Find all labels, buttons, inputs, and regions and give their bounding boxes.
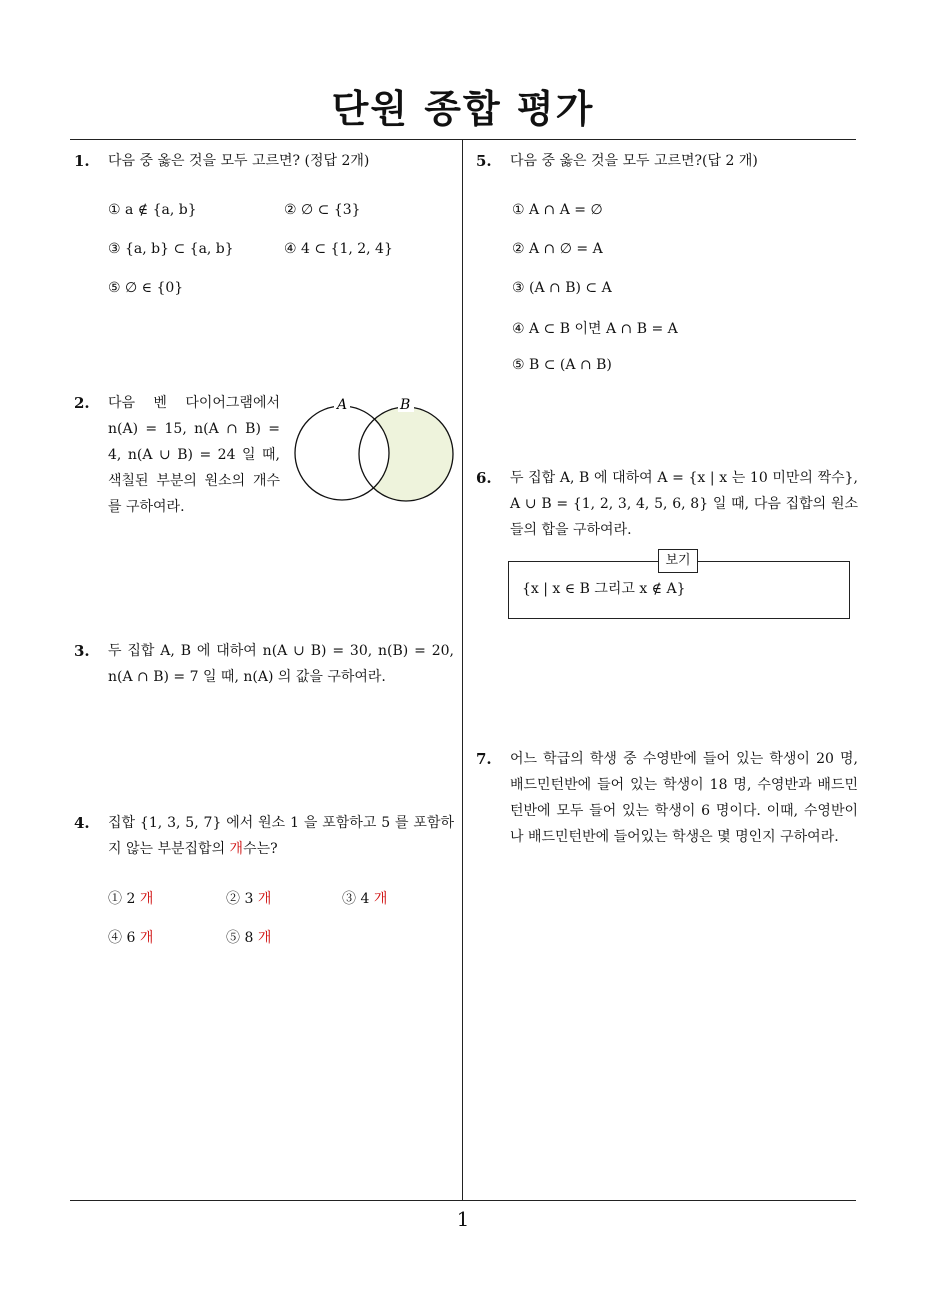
example-box-text: {x | x ∈ B 그리고 x ∉ A} — [522, 581, 686, 597]
column-divider — [462, 140, 463, 1201]
top-rule — [70, 139, 856, 140]
question-text: 두 집합 A, B 에 대하여 A = {x | x 는 10 미만의 짝수}, A ∪ B = {1, 2, 3, 4, 5, 6, 8} 일 때, 다음 집합의 원소들의 합을 구하여라. — [510, 470, 858, 538]
question-text: 다음 중 옳은 것을 모두 고르면? (정답 2개) — [108, 153, 370, 169]
question-5 — [476, 148, 858, 174]
question-2 — [74, 390, 280, 520]
page-title: 단원 종합 평가 — [331, 87, 595, 131]
question-text: 집합 {1, 3, 5, 7} 에서 원소 1 을 포함하고 5 를 포함하지 않는 부분집합의 개수는? — [108, 815, 454, 857]
question-number: 4. — [74, 814, 90, 832]
question-text: 다음 벤 다이어그램에서 n(A) = 15, n(A ∩ B) = 4, n(A ∪ B) = 24 일 때, 색칠된 부분의 원소의 개수를 구하여라. — [108, 395, 280, 515]
question-number: 3. — [74, 642, 90, 660]
question-number: 2. — [74, 394, 90, 412]
page-number: 1 — [456, 1207, 470, 1231]
question-text: 두 집합 A, B 에 대하여 n(A ∪ B) = 30, n(B) = 20, n(A ∩ B) = 7 일 때, n(A) 의 값을 구하여라. — [108, 643, 454, 685]
bottom-rule — [70, 1200, 856, 1201]
venn-diagram — [290, 394, 460, 506]
question-3 — [74, 638, 454, 690]
option-4: ④ 4 ⊂ {1, 2, 4} — [284, 241, 393, 257]
venn-label-a: A — [337, 397, 348, 413]
question-6 — [476, 465, 858, 543]
option-1: ① 2 개 — [108, 891, 154, 907]
option-3: ③ (A ∩ B) ⊂ A — [512, 280, 612, 296]
option-5: ⑤ 8 개 — [226, 930, 272, 946]
option-4: ④ A ⊂ B 이면 A ∩ B = A — [512, 321, 678, 337]
question-text: 어느 학급의 학생 중 수영반에 들어 있는 학생이 20 명, 배드민턴반에 들어 있는 학생이 18 명, 수영반과 배드민턴반에 모두 들어 있는 학생이 6 명이다. 이때, 수영반이나 배드민턴반에 들어있는 학생은 몇 명인지 구하여라. — [510, 751, 858, 845]
question-number: 1. — [74, 152, 90, 170]
option-3: ③ {a, b} ⊂ {a, b} — [108, 241, 234, 257]
option-3: ③ 4 개 — [342, 891, 388, 907]
option-2: ② A ∩ ∅ = A — [512, 241, 603, 257]
option-2: ② 3 개 — [226, 891, 272, 907]
question-1 — [74, 148, 454, 174]
question-number: 6. — [476, 469, 492, 487]
option-1: ① a ∉ {a, b} — [108, 202, 197, 218]
question-4 — [74, 810, 454, 862]
question-number: 5. — [476, 152, 492, 170]
option-5: ⑤ B ⊂ (A ∩ B) — [512, 357, 612, 373]
question-text: 다음 중 옳은 것을 모두 고르면?(답 2 개) — [510, 153, 758, 169]
option-5: ⑤ ∅ ∈ {0} — [108, 280, 184, 296]
venn-label-b: B — [400, 397, 411, 413]
question-7 — [476, 746, 858, 850]
example-box-label: 보기 — [658, 549, 698, 573]
option-1: ① A ∩ A = ∅ — [512, 202, 603, 218]
question-number: 7. — [476, 750, 492, 768]
option-4: ④ 6 개 — [108, 930, 154, 946]
option-2: ② ∅ ⊂ {3} — [284, 202, 361, 218]
